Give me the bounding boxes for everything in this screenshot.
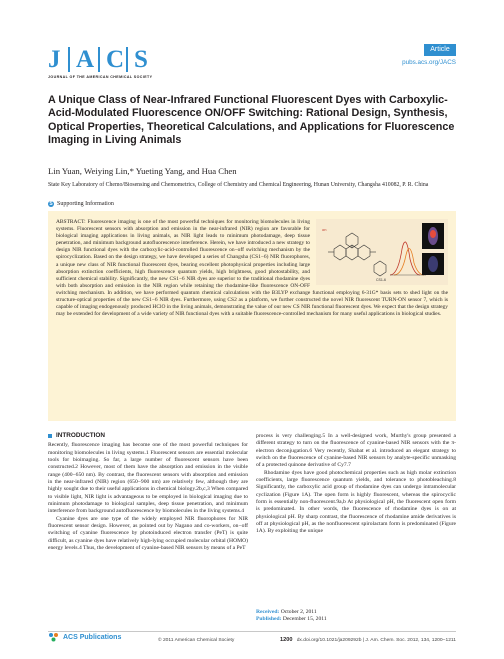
received-date: Received: October 2, 2011: [256, 609, 317, 615]
intro-left-column: [48, 432, 248, 553]
svg-text:on: on: [322, 227, 327, 232]
logo-divider: [126, 47, 128, 72]
logo-letter-a: A: [76, 46, 95, 73]
logo-letter-s: S: [134, 46, 148, 73]
article-title: A Unique Class of Near-Infrared Functional Fluorescent Dyes with Carboxylic-Acid-Modulated Fluorescence ON/OFF Switching: Rational Design, Synthesis, Optical Properties, Theoretical Calculations, and Applications for Fluorescence Imaging in Living Animals: [48, 94, 455, 147]
logo-divider: [98, 47, 100, 72]
supporting-info-icon: S: [49, 201, 53, 207]
publisher-name: ACS Publications: [63, 633, 122, 641]
journal-url-link[interactable]: pubs.acs.org/JACS: [402, 59, 456, 66]
article-type-badge: Article: [424, 44, 456, 56]
logo-letter-j: J: [48, 46, 61, 73]
svg-text:CS1-6: CS1-6: [376, 278, 386, 282]
toc-graphic: [316, 219, 448, 285]
author-list[interactable]: Lin Yuan, Weiying Lin,* Yueting Yang, and Hua Chen: [48, 166, 237, 176]
abstract-text: ABSTRACT: Fluorescence imaging is one of the most powerful techniques for monitoring biomolecules in living systems. Fluorescent sensors with absorption and emission in the near-infrared (NIR) region are favorable for biological imaging applications in living animals, as NIR light leads to minimum photodamage, deep tissue penetration, and minimum background autofluorescence interference. Herein, we have introduced a new strategy to design NIR functional dyes with the carboxylic-acid-controlled fluorescence on−off switching mechanism by the spirocyclization. Based on the design strategy, we have developed a series of Changsha (CS1−6) NIR fluorophores, a unique new class of NIR functional fluorescent dyes, bearing excellent photophysical properties including large absorption extinction coefficients, high fluorescence quantum yields, high brightness, good photostability, and sufficient chemical stability. Significantly, the new CS1−6 NIR dyes are superior to the traditional rhodamine dyes with both absorption and emission in the NIR region while retaining the rhodamine-like fluorescence ON-OFF switching mechanism. In addition, we have performed quantum chemical calculations with the B3LYP exchange functional employing 6-31G* basis sets to shed light on the structure-optical properties of the new CS1−6 NIR dyes. Furthermore, using CS2 as a platform, we further constructed the novel NIR fluorescent TURN-ON sensor 7, which is capable of imaging endogenously produced HClO in the living animals, demonstrating the value of our new CS NIR functional fluorescent dyes. We expect that the design strategy may be extended for development of a wide variety of NIR functional dyes with a suitable fluorescence-controlled mechanism for many useful applications in biological studies.: [56, 219, 448, 318]
intro-paragraph: Recently, fluorescence imaging has become one of the most powerful techniques for monitoring biomolecules in living systems.1 Fluorescent sensors are essential molecular tools for bioimaging. So far, a large number of fluorescent sensors have been constructed.2 However, most of them have the absorption and emission in the visible range (400−650 nm). By contrast, the fluorescent sensors with absorption and emission in the near-infrared (NIR) region (650−900 nm) are relatively few, although they are highly sought due to their useful applications in chemical biology.2b,c,3 When compared to visible light, NIR light is advantageous to be employed in biological imaging due to minimum photodamage to biological samples, deep tissue penetration, and minimum interference from background autofluorescence by biomolecules in the living systems.4: [48, 442, 248, 515]
section-heading-label: INTRODUCTION: [56, 432, 105, 439]
section-heading-introduction: [48, 432, 248, 439]
intro-paragraph: process is very challenging.5 In a well-designed work, Murthy's group presented a different strategy to turn on the fluorescence of cyanine-based NIR sensors with the π-electron deconjugation.6 Very recently, Shabat et al. introduced an elegant strategy to switch on the fluorescence of cyanine-based NIR sensors by analyte-specific unmasking of a protected quinone derivative of Cy7.7: [256, 433, 456, 469]
copyright: © 2011 American Chemical Society: [158, 638, 235, 643]
page-number: 1200: [280, 637, 293, 643]
acs-logo-icon: [48, 632, 60, 642]
abstract-box: [48, 211, 456, 421]
intro-paragraph: Cyanine dyes are one type of the widely employed NIR fluorophores for NIR fluorescent sensor design. However, as pointed out by Nagano and co-workers, on−off switching of cyanine fluorescence by photoinduced electron transfer (PeT) is quite difficult, as cyanine dyes have relatively high-lying occupied molecular orbital (HOMO) energy levels.4 Thus, the development of cyanine-based NIR sensors by means of a PeT: [48, 515, 248, 552]
article-dates: [256, 609, 327, 624]
acs-publications-logo[interactable]: [48, 632, 121, 642]
journal-subtitle: JOURNAL OF THE AMERICAN CHEMICAL SOCIETY: [48, 75, 153, 79]
logo-divider: [68, 47, 70, 72]
intro-right-column: [256, 433, 456, 536]
affiliation: State Key Laboratory of Chemo/Biosensing and Chemometrics, College of Chemistry and Chemical Engineering, Hunan University, Changsha 410082, P. R. China: [48, 182, 429, 188]
published-date: Published: December 15, 2011: [256, 616, 327, 623]
doi-citation[interactable]: dx.doi.org/10.1021/ja209292b | J. Am. Chem. Soc. 2012, 134, 1200−1211: [296, 638, 456, 643]
logo-letter-c: C: [106, 46, 125, 73]
supporting-info-link[interactable]: [48, 201, 114, 207]
section-square-icon: [48, 434, 52, 438]
intro-paragraph: Rhodamine dyes have good photochemical properties such as high molar extinction coefficients, large fluorescence quantum yields, and tolerance to photobleaching.8 Significantly, the carboxylic acid group of rhodamine dyes can undergo intramolecular cyclization (Figure 1A). The open form is highly fluorescent, whereas the spirocyclic form is essentially non-fluorescent.9a,b At physiological pH, the fluorescent open form is predominated. In other words, the fluorescence of rhodamine dyes is on at physiological pH. By sharp contrast, the fluorescence of rhodamine amide derivatives is off at physiological pH, as the nonfluorescent spirolactam form is predominated (Figure 1A). By exploiting the unique: [256, 469, 456, 535]
supporting-info-label: Supporting Information: [57, 201, 114, 207]
